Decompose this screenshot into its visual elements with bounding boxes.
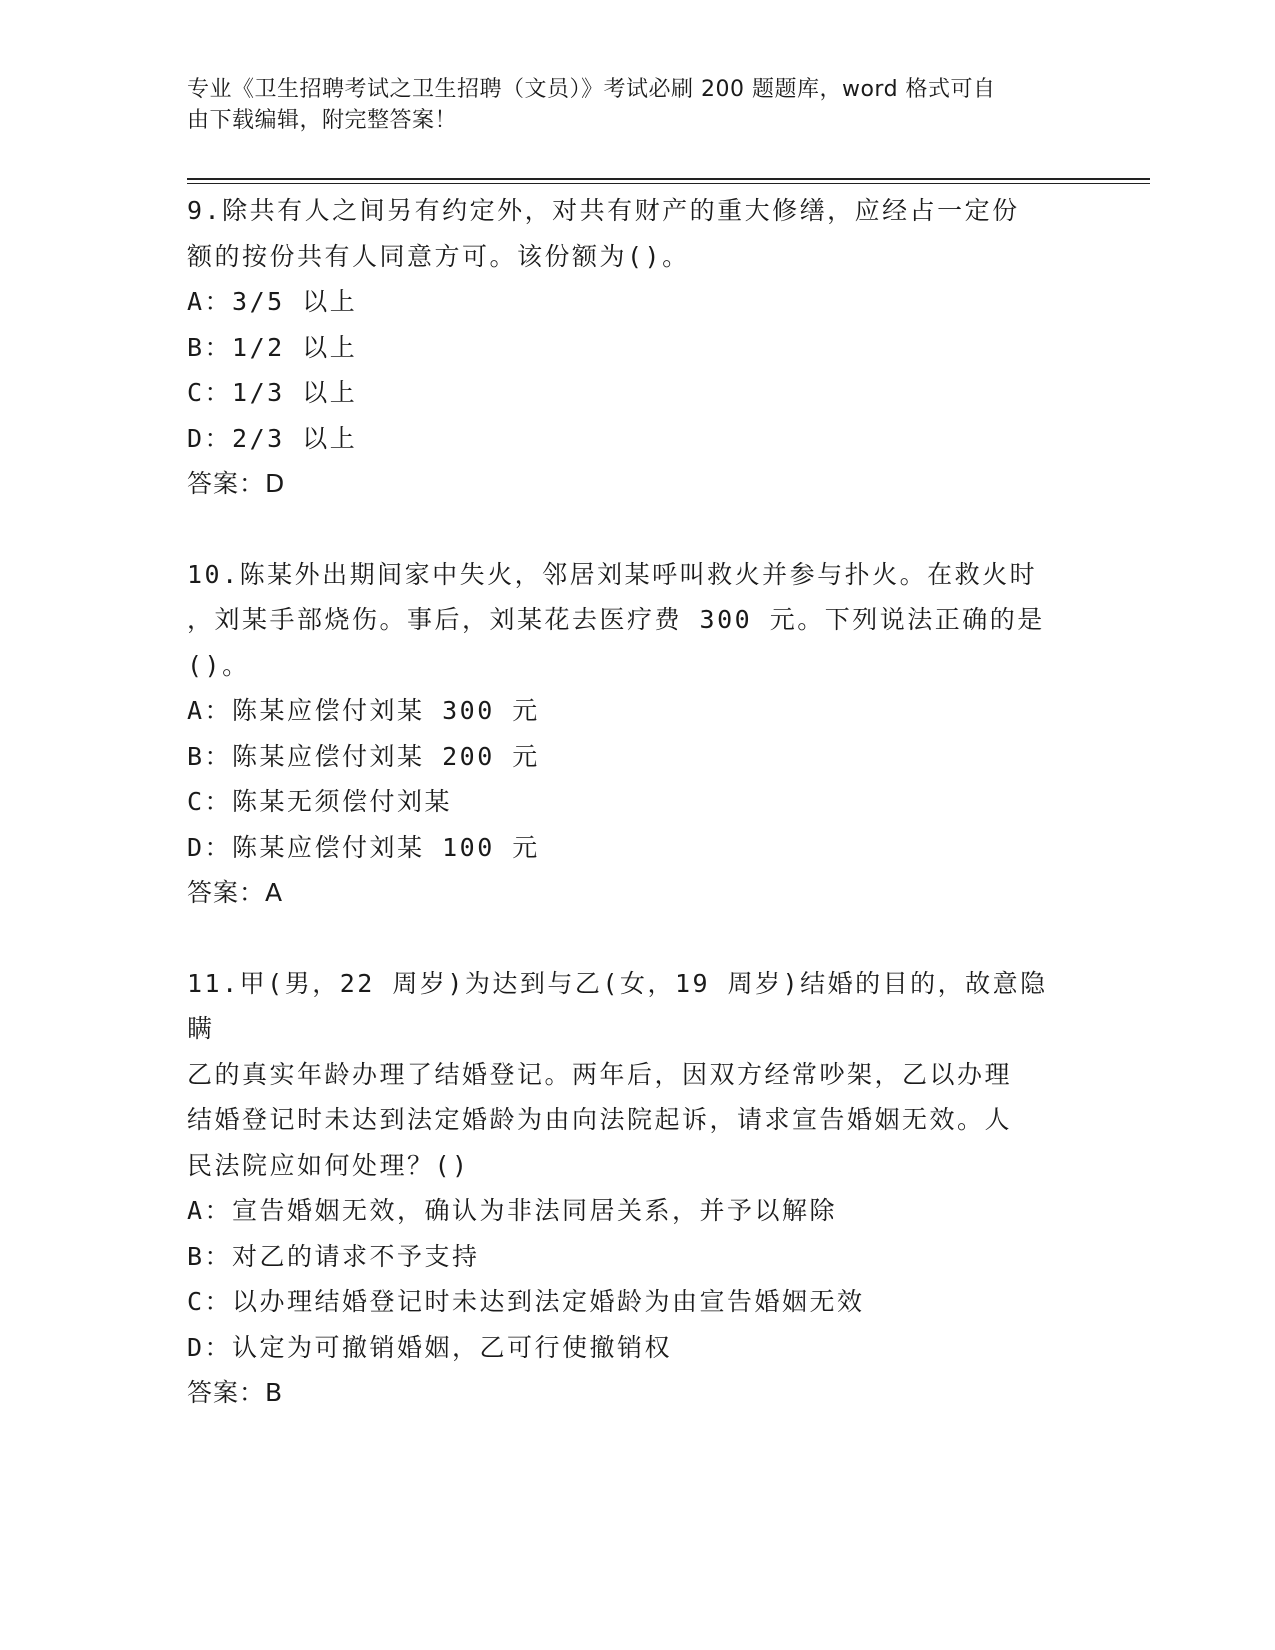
header-line-1: 专业《卫生招聘考试之卫生招聘（文员）》考试必刷 200 题题库，word 格式可自 [187, 77, 996, 102]
document-header [187, 74, 1067, 136]
question-11 [187, 961, 1067, 1416]
question-text-line: ，刘某手部烧伤。事后，刘某花去医疗费 300 元。下列说法正确的是 [187, 605, 1045, 634]
option-b: B：对乙的请求不予支持 [187, 1241, 480, 1271]
header-rule-thin [187, 183, 1150, 184]
question-text-line: 结婚登记时未达到法定婚龄为由向法院起诉，请求宣告婚姻无效。人 [187, 1105, 1013, 1134]
question-9 [187, 188, 1067, 507]
option-d: D：陈某应偿付刘某 100 元 [187, 832, 540, 862]
answer: 答案：B [187, 1378, 284, 1407]
question-10 [187, 552, 1067, 916]
question-text-line: 11.甲(男，22 周岁)为达到与乙(女，19 周岁)结婚的目的，故意隐瞒 [187, 968, 1048, 1043]
question-gap [187, 916, 1067, 961]
option-d: D：认定为可撤销婚姻，乙可行使撤销权 [187, 1332, 673, 1362]
option-a: A：陈某应偿付刘某 300 元 [187, 696, 540, 725]
header-rule-thick [187, 178, 1150, 180]
question-text-line: 民法院应如何处理？() [187, 1150, 470, 1180]
question-text-line: 10.陈某外出期间家中失火，邻居刘某呼叫救火并参与扑火。在救火时 [187, 559, 1038, 589]
option-b: B：1/2 以上 [187, 332, 358, 362]
option-b: B：陈某应偿付刘某 200 元 [187, 741, 540, 771]
question-gap [187, 507, 1067, 552]
answer: 答案：D [187, 469, 286, 498]
option-c: C：以办理结婚登记时未达到法定婚龄为由宣告婚姻无效 [187, 1287, 865, 1316]
answer: 答案：A [187, 878, 284, 907]
question-text-line: 额的按份共有人同意方可。该份额为()。 [187, 241, 690, 271]
question-text-line: 9.除共有人之间另有约定外，对共有财产的重大修缮，应经占一定份 [187, 196, 1020, 225]
question-text-line: 乙的真实年龄办理了结婚登记。两年后，因双方经常吵架，乙以办理 [187, 1059, 1013, 1089]
option-c: C：1/3 以上 [187, 378, 358, 407]
option-d: D：2/3 以上 [187, 423, 358, 453]
option-a: A：宣告婚姻无效，确认为非法同居关系，并予以解除 [187, 1196, 838, 1225]
option-a: A：3/5 以上 [187, 287, 358, 316]
option-c: C：陈某无须偿付刘某 [187, 787, 453, 816]
question-list [187, 188, 1067, 1416]
header-line-2: 由下载编辑，附完整答案！ [187, 108, 458, 133]
question-text-line: ()。 [187, 650, 250, 680]
